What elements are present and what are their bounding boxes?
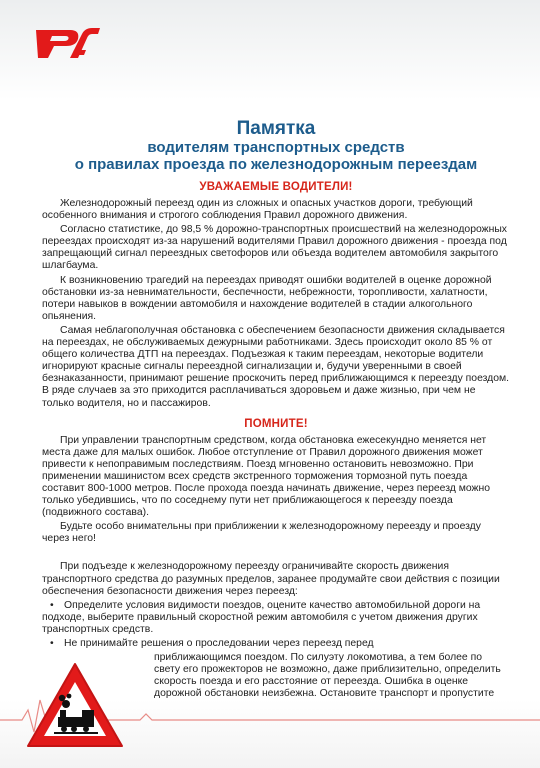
- bullet-text: Не принимайте решения о проследовании через переезд перед: [64, 638, 374, 649]
- section-heading-drivers: УВАЖАЕМЫЕ ВОДИТЕЛИ!: [199, 181, 353, 193]
- paragraph: При управлении транспортным средством, когда обстановка ежесекундно меняется нет места даже для малых ошибок. Любое отступление от Правил дорожного движения может привести к непоправимым последствиям. Поезд мгновенно остановить невозможно. При применении машинистом всех средств экстренного торможения тормозной путь поезда составит 800-1000 метров. После прохода поезда начинать движение, через переезд можно только убедившись, что по соседнему пути нет приближающегося к переезду поезда (подвижного состава).: [42, 434, 490, 519]
- rzd-logo-icon: [30, 22, 102, 62]
- paragraph: Согласно статистике, до 98,5 % дорожно-транспортных происшествий на железнодорожных переездах происходят из-за нарушений водителями Правил дорожного движения - проезда под запрещающий сигнал переездных светофоров или объезда водителем автомобиля закрытого шлагбаума.: [42, 224, 507, 272]
- title-line2: водителям транспортных средств: [147, 139, 405, 156]
- bullet-text: Определите условия видимости поездов, оцените качество автомобильной дороги на подходе, выберите правильный скоростной режим автомобиля с учетом движения других транспортных средств.: [42, 599, 481, 635]
- paragraph: Будьте особо внимательны при приближении к железнодорожному переезду и проезду через него!: [42, 521, 481, 545]
- train-warning-sign-icon: [24, 660, 126, 752]
- list-item: [42, 600, 510, 636]
- paragraph: Железнодорожный переезд один из сложных и опасных участков дороги, требующий особенного внимания и строгого соблюдения Правил дорожного движения.: [42, 198, 473, 222]
- title-line3: о правилах проезда по железнодорожным переездам: [74, 156, 478, 173]
- memo-content: [42, 118, 510, 713]
- header-band: [0, 0, 540, 100]
- bullet-continuation: приближающимся поездом. По силуэту локомотива, а тем более по свету его прожекторов не возможно, даже приблизительно, определить скорость поезда и его расстояние от переезда. Ошибка в оценке дорожной обстановки неизбежна. Остановите транспорт и пропустите: [154, 652, 501, 700]
- bullet-icon: •: [50, 599, 54, 611]
- section-heading-remember: ПОМНИТЕ!: [244, 417, 308, 430]
- paragraph: К возникновению трагедий на переездах приводят ошибки водителей в оценке дорожной обстановки из-за невнимательности, беспечности, небрежности, торопливости, халатности, потери навыков в вождении автомобиля и нахождение водителей в стадии алкогольного опьянения.: [42, 274, 492, 322]
- paragraph: Самая неблагополучная обстановка с обеспечением безопасности движения складывается на переездах, не обслуживаемых дежурными работниками. Здесь происходит около 85 % от общего количества ДТП на переездах. Подъезжая к таким переездам, некоторые водители игнорируют красные сигналы переездной сигнализации и, будучи уверенными в своей безнаказанности, принимают решение проскочить перед приближающимся к переезду поездом. В ряде случаев за это приходится расплачиваться здоровьем и даже жизнью, при чем не только водителя, но и пассажиров.: [42, 324, 510, 409]
- bullet-icon: •: [50, 638, 54, 649]
- paragraph: При подъезде к железнодорожному переезду ограничивайте скорость движения транспортного средства до разумных пределов, заранее продумайте свои действия с позиции обеспечения безопасности движения через переезд:: [42, 561, 500, 597]
- list-item: [42, 638, 510, 650]
- title-main: Памятка: [236, 118, 316, 139]
- memo-title: [42, 118, 510, 173]
